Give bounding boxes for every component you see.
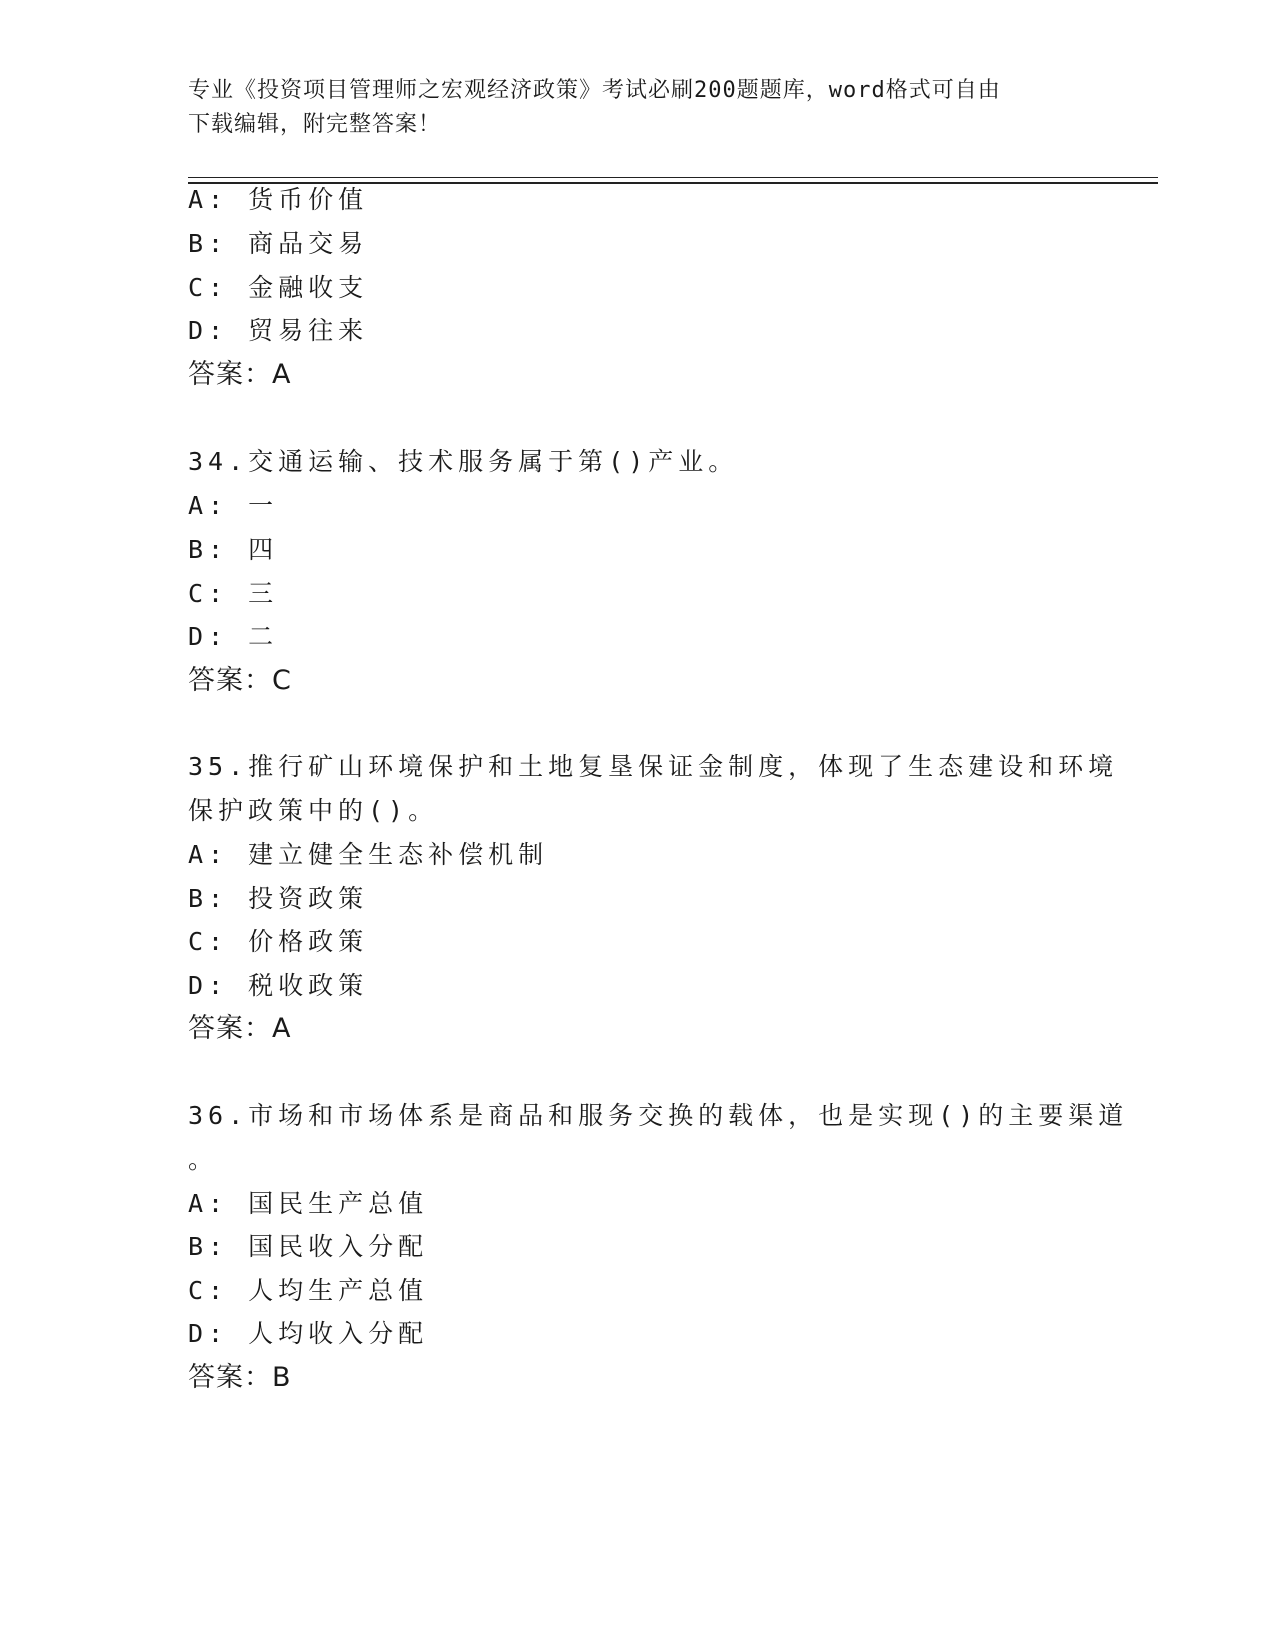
q34-question: 34.交通运输、技术服务属于第()产业。	[188, 447, 739, 476]
q34-option-b: B: 四	[188, 535, 279, 564]
q35-question-line-2: 保护政策中的()。	[188, 796, 439, 825]
header-line-1: 专业《投资项目管理师之宏观经济政策》考试必刷200题题库，word格式可自由	[188, 78, 1001, 103]
q35-option-a: A: 建立健全生态补偿机制	[188, 840, 549, 869]
q36-answer: 答案：B	[188, 1362, 292, 1393]
q33-answer: 答案：A	[188, 359, 292, 390]
q36-question-line-2: 。	[188, 1145, 219, 1174]
q34-option-a: A: 一	[188, 491, 279, 520]
q35-option-b: B: 投资政策	[188, 884, 369, 913]
q35-answer: 答案：A	[188, 1013, 292, 1044]
q35-option-d: D: 税收政策	[188, 971, 369, 1000]
q36-option-c: C: 人均生产总值	[188, 1276, 429, 1305]
q35-question-line-1: 35.推行矿山环境保护和土地复垦保证金制度，体现了生态建设和环境	[188, 752, 1119, 781]
document-header	[188, 74, 1088, 142]
header-divider-thick	[188, 182, 1158, 184]
q33-option-b: B: 商品交易	[188, 229, 369, 258]
header-divider-thin	[188, 177, 1158, 178]
q33-option-d: D: 贸易往来	[188, 316, 369, 345]
q33-option-c: C: 金融收支	[188, 273, 369, 302]
q36-option-b: B: 国民收入分配	[188, 1232, 429, 1261]
q34-option-c: C: 三	[188, 579, 279, 608]
q34-option-d: D: 二	[188, 622, 279, 651]
q33-option-a: A: 货币价值	[188, 185, 369, 214]
q34-answer: 答案：C	[188, 665, 292, 696]
q36-question-line-1: 36.市场和市场体系是商品和服务交换的载体，也是实现()的主要渠道	[188, 1101, 1129, 1130]
q36-option-a: A: 国民生产总值	[188, 1189, 429, 1218]
q36-option-d: D: 人均收入分配	[188, 1319, 429, 1348]
header-line-2: 下载编辑，附完整答案！	[188, 112, 442, 137]
q35-option-c: C: 价格政策	[188, 927, 369, 956]
